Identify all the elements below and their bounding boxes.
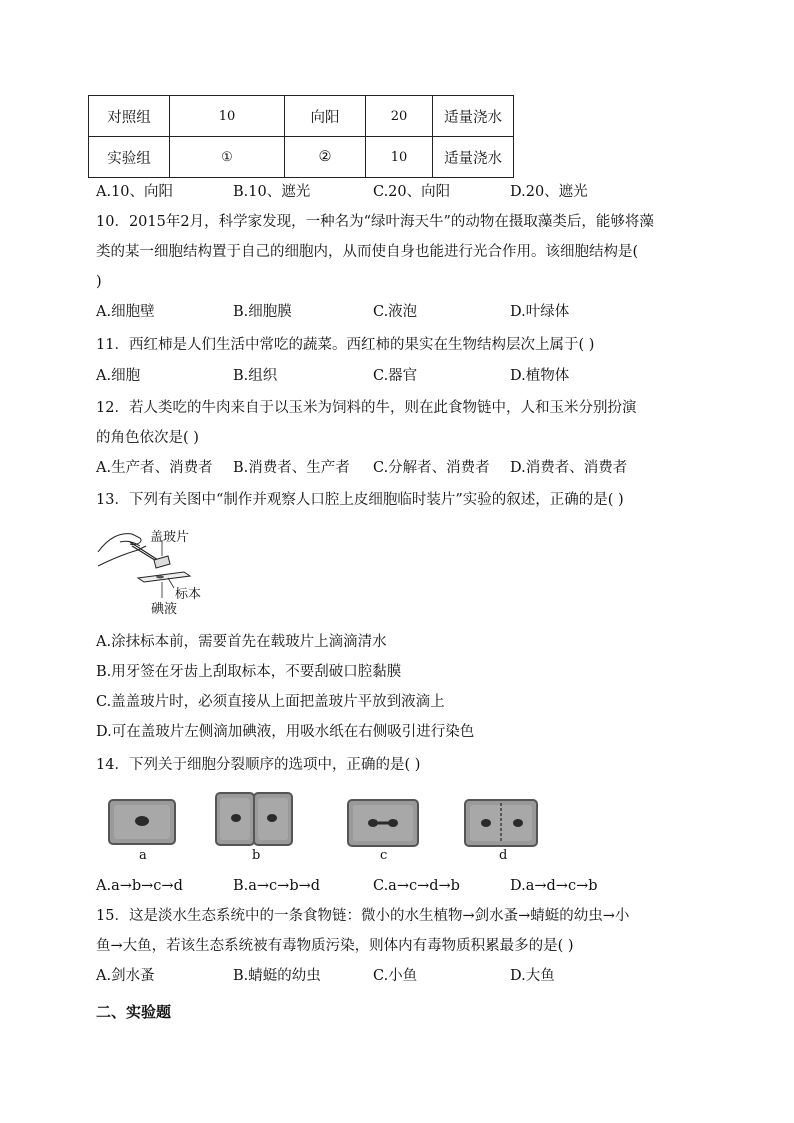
option-a[interactable]: A.剑水蚤 [96, 968, 155, 984]
q9-options [96, 182, 696, 202]
table-cell: 适量浇水 [433, 137, 514, 178]
option-a[interactable]: A.细胞 [96, 368, 141, 384]
option-d[interactable]: D.20、遮光 [510, 184, 588, 200]
coverslip-label: 盖玻片 [150, 530, 190, 545]
table-cell: ② [285, 137, 366, 178]
option-a[interactable]: A.a→b→c→d [96, 878, 183, 894]
option-c[interactable]: C.a→c→d→b [373, 878, 460, 894]
nucleus-icon [135, 816, 149, 826]
option-d[interactable]: D.叶绿体 [510, 304, 570, 320]
q15-text: 鱼→大鱼，若该生态系统被有毒物质污染，则体内有毒物质积累最多的是( ) [96, 938, 574, 954]
nucleus-icon [513, 819, 523, 827]
hand-outline [98, 546, 146, 566]
table-cell: 10 [366, 137, 433, 178]
table-row [89, 137, 514, 178]
q10-text: 类的某一细胞结构置于自己的细胞内，从而使自身也能进行光合作用。该细胞结构是( [96, 244, 639, 260]
table-row [89, 96, 514, 137]
q15-text: 15．这是淡水生态系统中的一条食物链：微小的水生植物→剑水蚤→蜻蜓的幼虫→小 [96, 908, 630, 924]
coverslip-icon [154, 556, 170, 568]
option-c[interactable]: C.器官 [373, 368, 418, 384]
q13-option-a[interactable]: A.涂抹标本前，需要首先在载玻片上滴滴清水 [96, 634, 387, 650]
cell-d-figure [462, 797, 540, 849]
nucleus-icon [267, 814, 277, 822]
nucleus-icon [481, 819, 491, 827]
option-d[interactable]: D.a→d→c→b [510, 878, 598, 894]
table-cell: 20 [366, 96, 433, 137]
table-cell: 适量浇水 [433, 96, 514, 137]
q14-options [96, 876, 696, 896]
cell-label-c: c [380, 848, 388, 863]
option-b[interactable]: B.细胞膜 [233, 304, 292, 320]
drop-icon [156, 576, 164, 579]
option-b[interactable]: B.a→c→b→d [233, 878, 321, 894]
cell-label-b: b [252, 848, 261, 863]
option-b[interactable]: B.蜻蜓的幼虫 [233, 968, 321, 984]
specimen-label: 标本 [175, 587, 202, 602]
q10-text: 10．2015年2月，科学家发现，一种名为“绿叶海天牛”的动物在摄取藻类后，能够将藻 [96, 214, 654, 230]
section-title: 二、实验题 [96, 1003, 172, 1021]
q13-text: 13．下列有关图中“制作并观察人口腔上皮细胞临时装片”实验的叙述，正确的是( ) [96, 492, 624, 508]
option-d[interactable]: D.消费者、消费者 [510, 460, 628, 476]
q10-options [96, 302, 696, 322]
q11-text: 11．西红柿是人们生活中常吃的蔬菜。西红柿的果实在生物结构层次上属于( ) [96, 337, 595, 353]
option-b[interactable]: B.组织 [233, 368, 278, 384]
label-line [168, 578, 174, 588]
option-d[interactable]: D.植物体 [510, 368, 570, 384]
q14-text: 14．下列关于细胞分裂顺序的选项中，正确的是( ) [96, 757, 421, 773]
option-c[interactable]: C.分解者、消费者 [373, 460, 490, 476]
q15-options [96, 966, 696, 986]
q12-text: 12．若人类吃的牛肉来自于以玉米为饲料的牛，则在此食物链中，人和玉米分别扮演 [96, 400, 637, 416]
cell-c-figure [345, 797, 421, 849]
cell-label-d: d [499, 848, 508, 863]
option-a[interactable]: A.细胞壁 [96, 304, 155, 320]
table-cell: ① [170, 137, 285, 178]
q12-text: 的角色依次是( ) [96, 430, 199, 446]
q10-text: ) [96, 274, 102, 290]
option-c[interactable]: C.小鱼 [373, 968, 418, 984]
table-cell: 10 [170, 96, 285, 137]
cell-label-a: a [139, 848, 147, 863]
q13-option-c[interactable]: C.盖盖玻片时，必须直接从上面把盖玻片平放到液滴上 [96, 694, 445, 710]
option-a[interactable]: A.10、向阳 [96, 184, 174, 200]
q11-options [96, 366, 696, 386]
q13-option-d[interactable]: D.可在盖玻片左侧滴加碘液，用吸水纸在右侧吸引进行染色 [96, 724, 475, 740]
cell-a-figure [106, 797, 178, 847]
option-b[interactable]: B.10、遮光 [233, 184, 311, 200]
experiment-table [88, 95, 514, 178]
option-c[interactable]: C.20、向阳 [373, 184, 451, 200]
cell-b-figure [214, 790, 294, 848]
option-b[interactable]: B.消费者、生产者 [233, 460, 350, 476]
q12-options [96, 458, 696, 478]
table-cell: 对照组 [89, 96, 170, 137]
nucleus-bridge [375, 822, 391, 825]
table-cell: 向阳 [285, 96, 366, 137]
table-cell: 实验组 [89, 137, 170, 178]
option-a[interactable]: A.生产者、消费者 [96, 460, 213, 476]
nucleus-icon [231, 814, 241, 822]
q13-option-b[interactable]: B.用牙签在牙齿上刮取标本，不要刮破口腔黏膜 [96, 664, 402, 680]
option-c[interactable]: C.液泡 [373, 304, 418, 320]
option-d[interactable]: D.大鱼 [510, 968, 555, 984]
iodine-label: 碘液 [151, 602, 178, 617]
